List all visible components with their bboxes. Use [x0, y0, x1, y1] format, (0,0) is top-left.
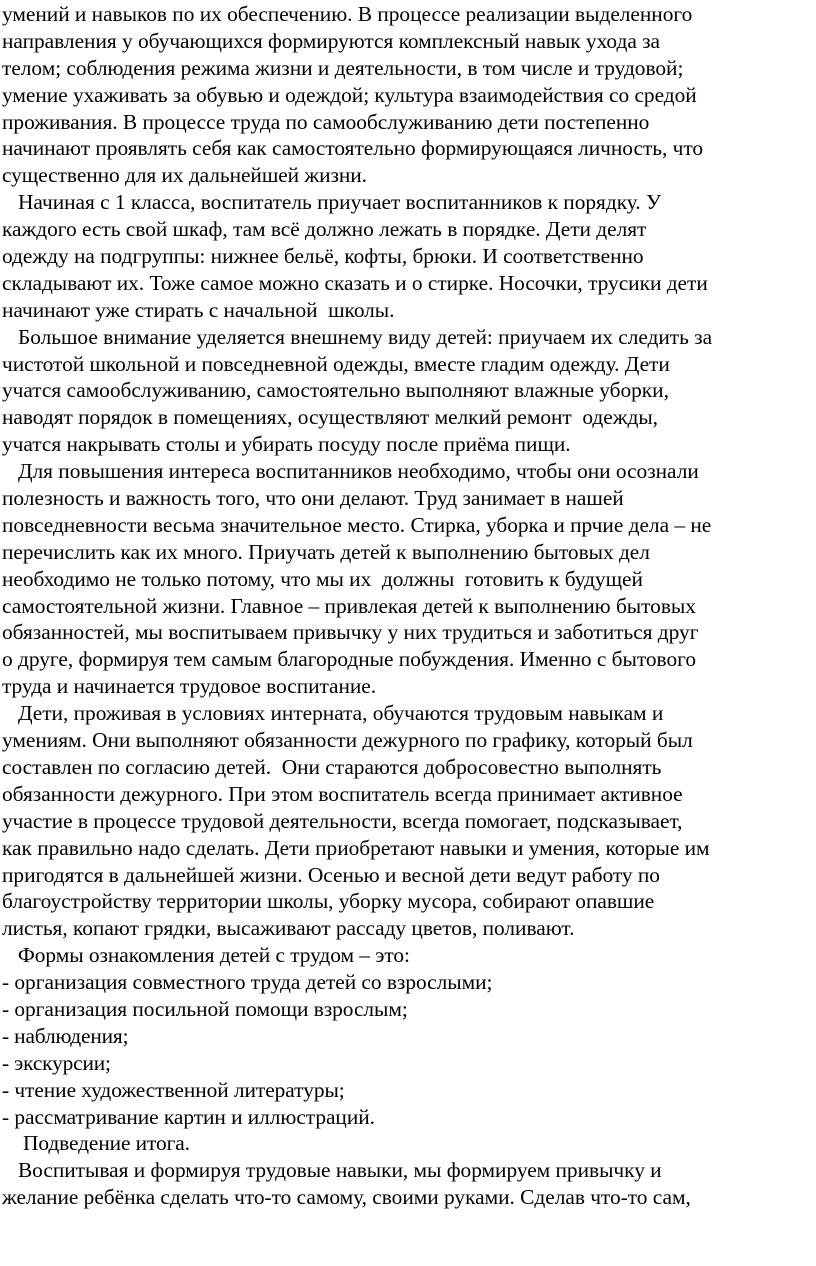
text-line: проживания. В процессе труда по самообслуживанию дети постепенно [2, 109, 650, 134]
text-line: составлен по согласию детей. Они стараются добросовестно выполнять [2, 754, 662, 779]
text-line: повседневности весьма значительное место. Стирка, уборка и прчие дела – не [2, 512, 712, 537]
text-line: Формы ознакомления детей с трудом – это: [2, 943, 410, 968]
text-line: - рассматривание картин и иллюстраций. [2, 1104, 375, 1129]
text-line: участие в процессе трудовой деятельности, всегда помогает, подсказывает, [2, 808, 683, 833]
text-line: о друге, формируя тем самым благородные побуждения. Именно с бытового [2, 647, 696, 672]
text-line: начинают проявлять себя как самостоятельно формирующаяся личность, что [2, 136, 704, 161]
text-line: Для повышения интереса воспитанников необходимо, чтобы они осознали [2, 459, 699, 484]
text-line: каждого есть свой шкаф, там всё должно лежать в порядке. Дети делят [2, 217, 647, 242]
text-line: - экскурсии; [2, 1050, 111, 1075]
text-line: пригодятся в дальнейшей жизни. Осенью и весной дети ведут работу по [2, 862, 660, 887]
text-line: как правильно надо сделать. Дети приобретают навыки и умения, которые им [2, 835, 710, 860]
text-line: труда и начинается трудовое воспитание. [2, 674, 377, 699]
text-line: умениям. Они выполняют обязанности дежурного по графику, который был [2, 728, 693, 753]
text-line: одежду на подгруппы: нижнее бельё, кофты, брюки. И соответственно [2, 244, 644, 269]
text-line: обязанности дежурного. При этом воспитатель всегда принимает активное [2, 781, 683, 806]
text-line: обязанностей, мы воспитываем привычку у них трудиться и заботиться друг [2, 620, 699, 645]
text-line: благоустройству территории школы, уборку мусора, собирают опавшие [2, 889, 655, 914]
text-line: складывают их. Тоже самое можно сказать и о стирке. Носочки, трусики дети [2, 270, 708, 295]
text-line: - организация посильной помощи взрослым; [2, 996, 408, 1021]
text-line: перечислить как их много. Приучать детей к выполнению бытовых дел [2, 539, 650, 564]
text-line: направления у обучающихся формируются комплексный навык ухода за [2, 28, 660, 53]
text-line: Большое внимание уделяется внешнему виду детей: приучаем их следить за [2, 324, 713, 349]
text-line: Воспитывая и формируя трудовые навыки, мы формируем привычку и [2, 1158, 662, 1183]
text-line: умение ухаживать за обувью и одеждой; культура взаимодействия со средой [2, 82, 697, 107]
text-line: умений и навыков по их обеспечению. В процессе реализации выделенного [2, 2, 693, 26]
text-line: телом; соблюдения режима жизни и деятельности, в том числе и трудовой; [2, 55, 684, 80]
text-line: учатся самообслуживанию, самостоятельно выполняют влажные уборки, [2, 378, 669, 403]
text-line: - организация совместного труда детей со взрослыми; [2, 970, 493, 995]
text-line: Подведение итога. [2, 1131, 190, 1156]
text-line: учатся накрывать столы и убирать посуду после приёма пищи. [2, 432, 571, 457]
text-line: полезность и важность того, что они делают. Труд занимает в нашей [2, 486, 624, 511]
text-line: наводят порядок в помещениях, осуществляют мелкий ремонт одежды, [2, 405, 658, 430]
text-line: желание ребёнка сделать что-то самому, своими руками. Сделав что-то сам, [2, 1185, 691, 1210]
text-line: Начиная с 1 класса, воспитатель приучает воспитанников к порядку. У [2, 190, 662, 215]
text-line: необходимо не только потому, что мы их должны готовить к будущей [2, 566, 643, 591]
text-line: листья, копают грядки, высаживают рассаду цветов, поливают. [2, 916, 575, 941]
text-line: - чтение художественной литературы; [2, 1077, 345, 1102]
document-body [2, 1, 816, 1211]
text-line: существенно для их дальнейшей жизни. [2, 163, 367, 188]
text-line: самостоятельной жизни. Главное – привлекая детей к выполнению бытовых [2, 593, 696, 618]
text-line: чистотой школьной и повседневной одежды, вместе гладим одежду. Дети [2, 351, 670, 376]
text-line: начинают уже стирать с начальной школы. [2, 297, 395, 322]
text-line: - наблюдения; [2, 1023, 129, 1048]
text-line: Дети, проживая в условиях интерната, обучаются трудовым навыкам и [2, 701, 664, 726]
